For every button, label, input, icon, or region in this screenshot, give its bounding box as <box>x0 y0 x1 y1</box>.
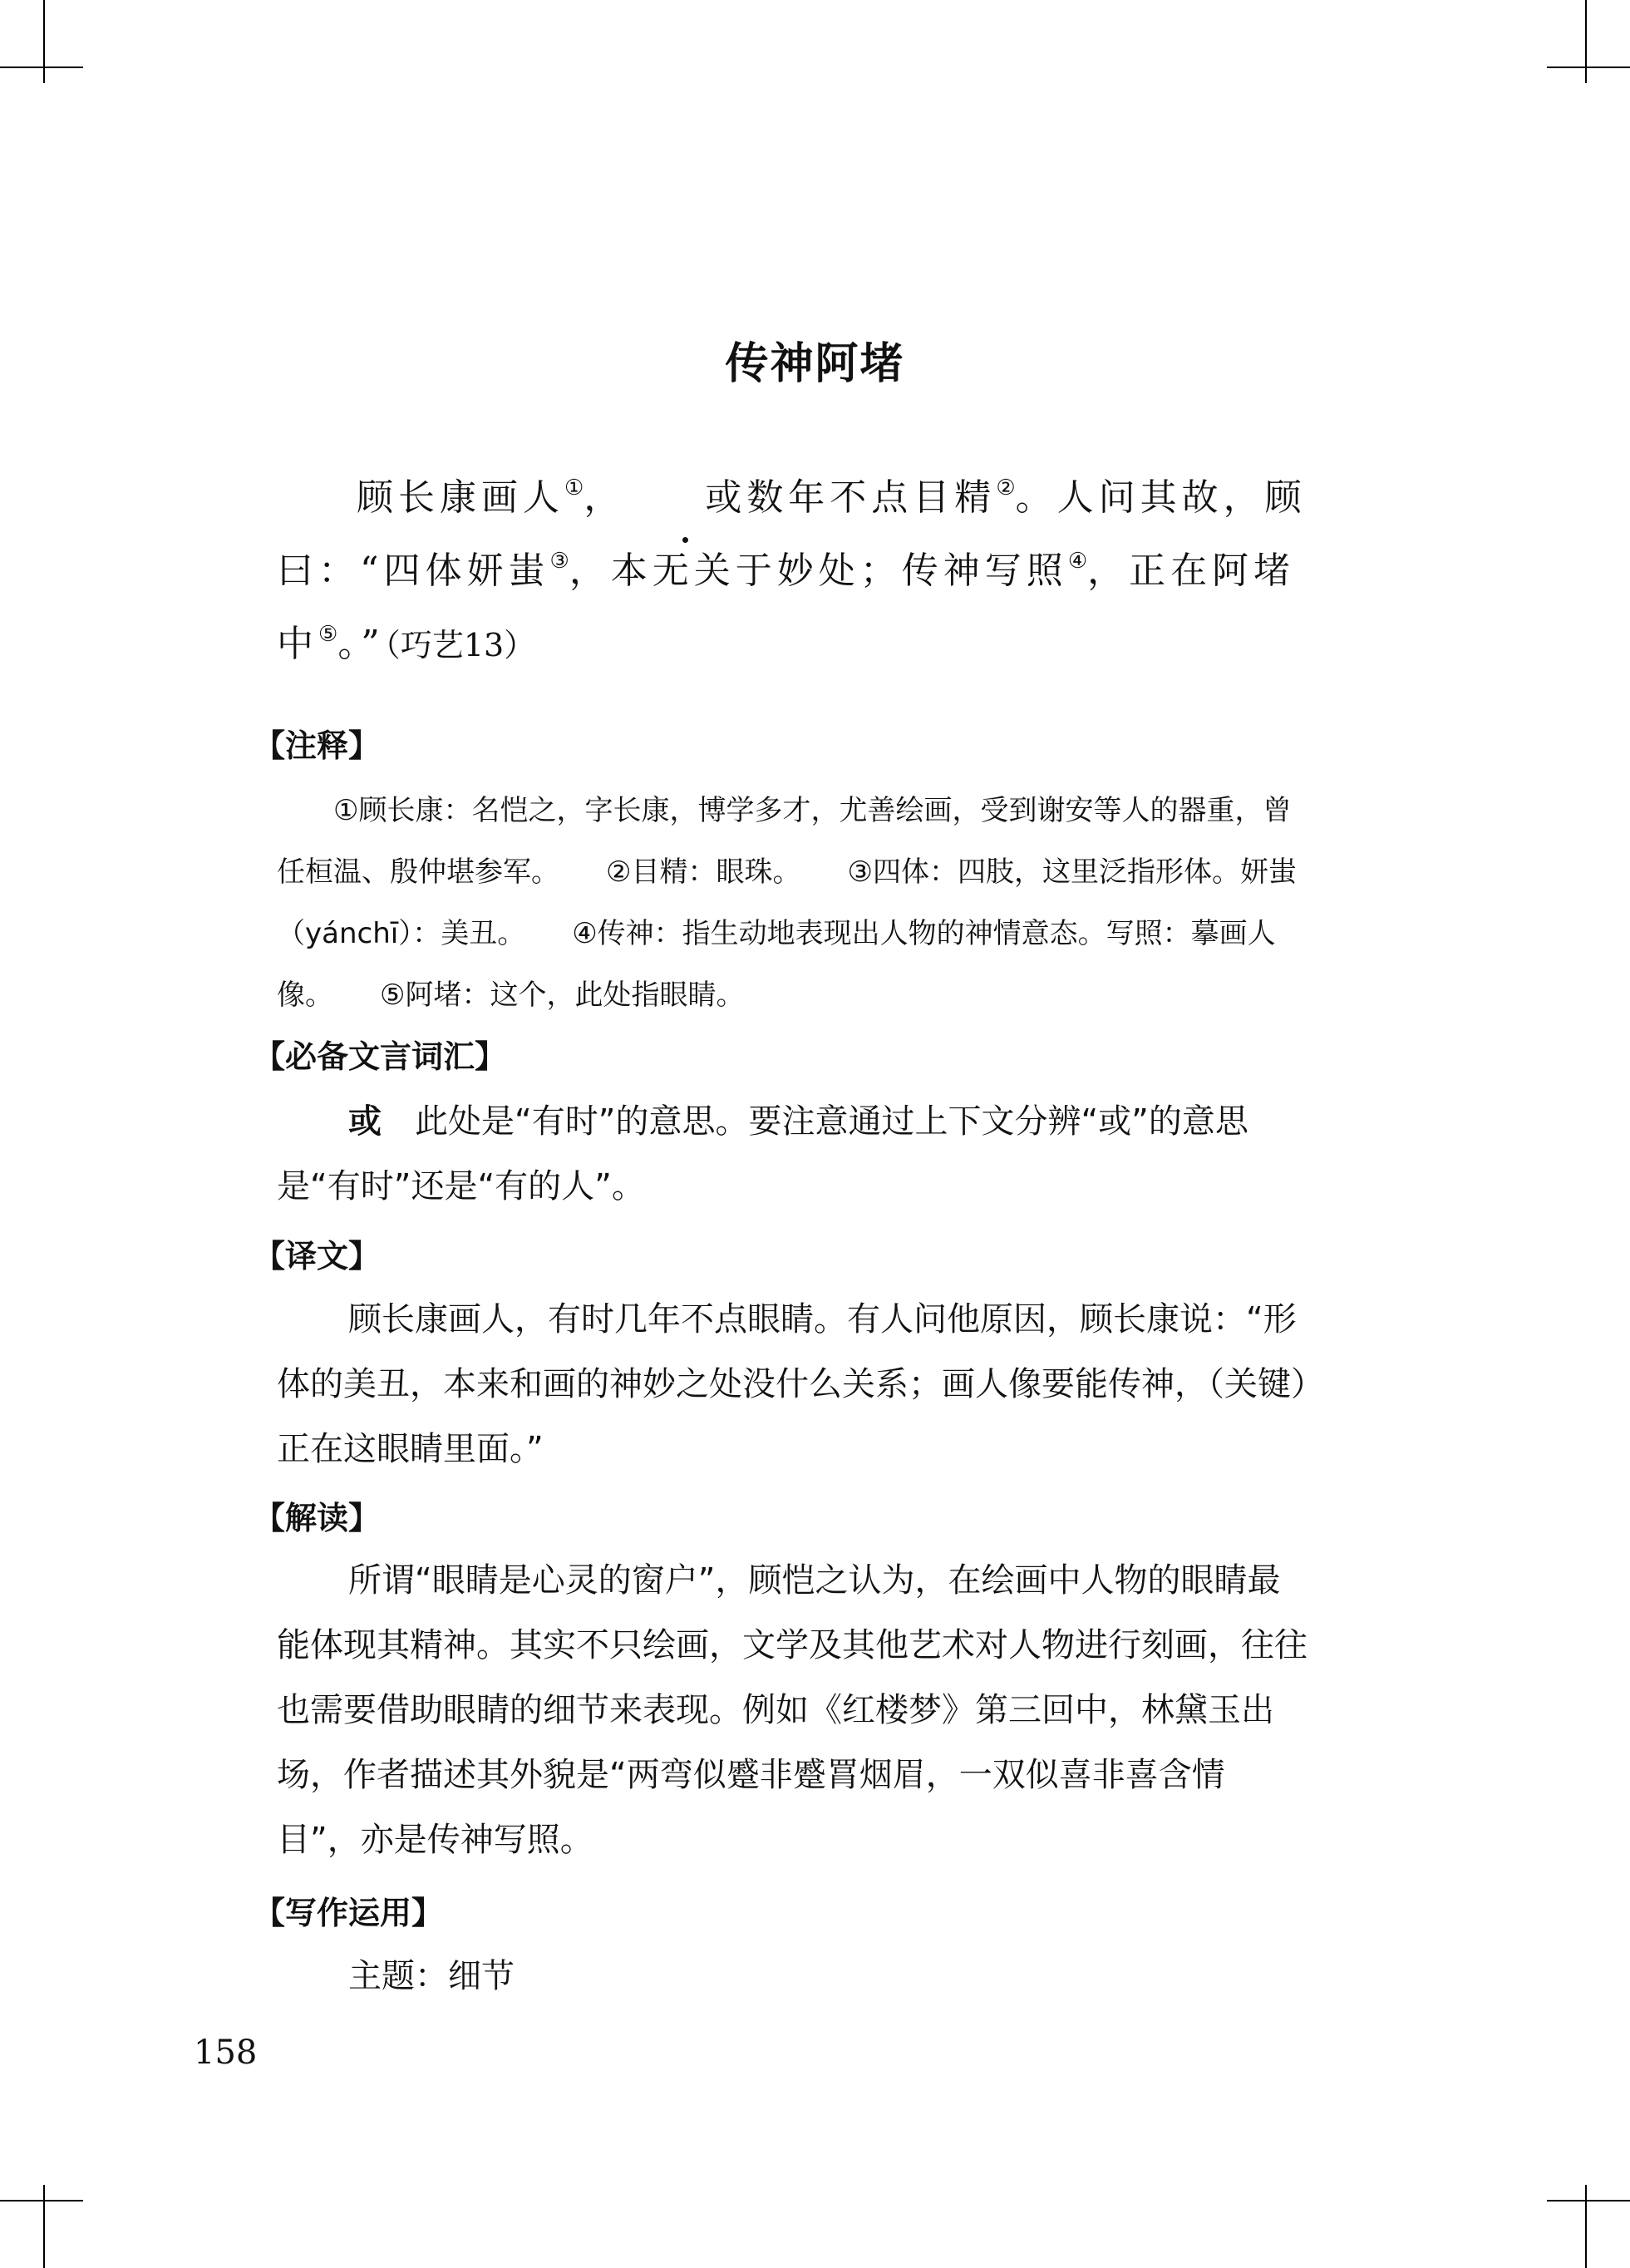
footnote-ref: ② <box>996 476 1016 500</box>
translation-heading: 【译文】 <box>254 1238 381 1275</box>
original-fragment: ，正在阿堵中 <box>277 550 1296 665</box>
original-fragment: 。” <box>337 623 385 665</box>
note-item: ⑤阿堵：这个，此处指眼睛。 <box>380 979 745 1012</box>
note-item: ①顾长康：名恺之，字长康，博学多才，尤善绘画，受到谢安等人的器重，曾任桓温、殷仲堪参军。 <box>277 794 1292 889</box>
footnote-ref: ① <box>564 476 584 500</box>
translation-text: 顾长康画人，有时几年不点眼睛。有人问他原因，顾长康说：“形体的美丑，本来和画的神妙之处没什么关系；画人像要能传神，（关键）正在这眼睛里面。” <box>277 1300 1307 1468</box>
interpretation-heading: 【解读】 <box>254 1500 381 1536</box>
writing-text: 主题：细节 <box>348 1957 515 1995</box>
note-item: ④传神：指生动地表现出人物的神情意态。写照：摹画人像。 <box>277 917 1276 1012</box>
original-fragment: ，本无关于妙处；传神写照 <box>569 550 1068 592</box>
page-title: 传神阿堵 <box>725 338 905 389</box>
footnote-ref: ③ <box>549 549 569 574</box>
source-citation: （巧艺13） <box>384 627 536 663</box>
original-text <box>277 461 1307 682</box>
notes-body <box>277 780 1307 1026</box>
writing-body <box>277 1944 1307 2009</box>
note-item: ③四体：四肢，这里泛指形体。妍蚩（yánchī）：美丑。 <box>277 855 1297 950</box>
original-fragment: 顾长康画人 <box>357 476 564 519</box>
vocab-text: 此处是“有时”的意思。要注意通过上下文分辨“或”的意思是“有时”还是“有的人”。 <box>277 1102 1248 1205</box>
note-item: ②目精：眼珠。 <box>606 855 801 889</box>
footnote-ref: ④ <box>1067 549 1088 574</box>
interpretation-body <box>277 1548 1307 1872</box>
vocab-body <box>277 1089 1307 1219</box>
vocab-word: 或 <box>348 1102 382 1141</box>
translation-body <box>277 1287 1307 1482</box>
page-number: 158 <box>194 2034 258 2072</box>
vocab-heading: 【必备文言词汇】 <box>254 1038 507 1075</box>
interpretation-text: 所谓“眼睛是心灵的窗户”，顾恺之认为，在绘画中人物的眼睛最能体现其精神。其实不只绘画，文学及其他艺术对人物进行刻画，往往也需要借助眼睛的细节来表现。例如《红楼梦》第三回中，林黛玉出场，作者描述其外貌是“两弯似蹙非蹙罥烟眉，一双似喜非喜含情目”，亦是传神写照。 <box>277 1561 1307 1859</box>
emphasized-char: 或 <box>625 461 746 535</box>
original-fragment: ， <box>584 476 626 519</box>
writing-heading: 【写作运用】 <box>254 1895 444 1931</box>
original-fragment: 。人问其故，顾曰：“四体妍蚩 <box>277 476 1307 592</box>
original-fragment: 数年不点目精 <box>746 476 997 519</box>
notes-heading: 【注释】 <box>254 727 381 764</box>
footnote-ref: ⑤ <box>318 622 338 647</box>
